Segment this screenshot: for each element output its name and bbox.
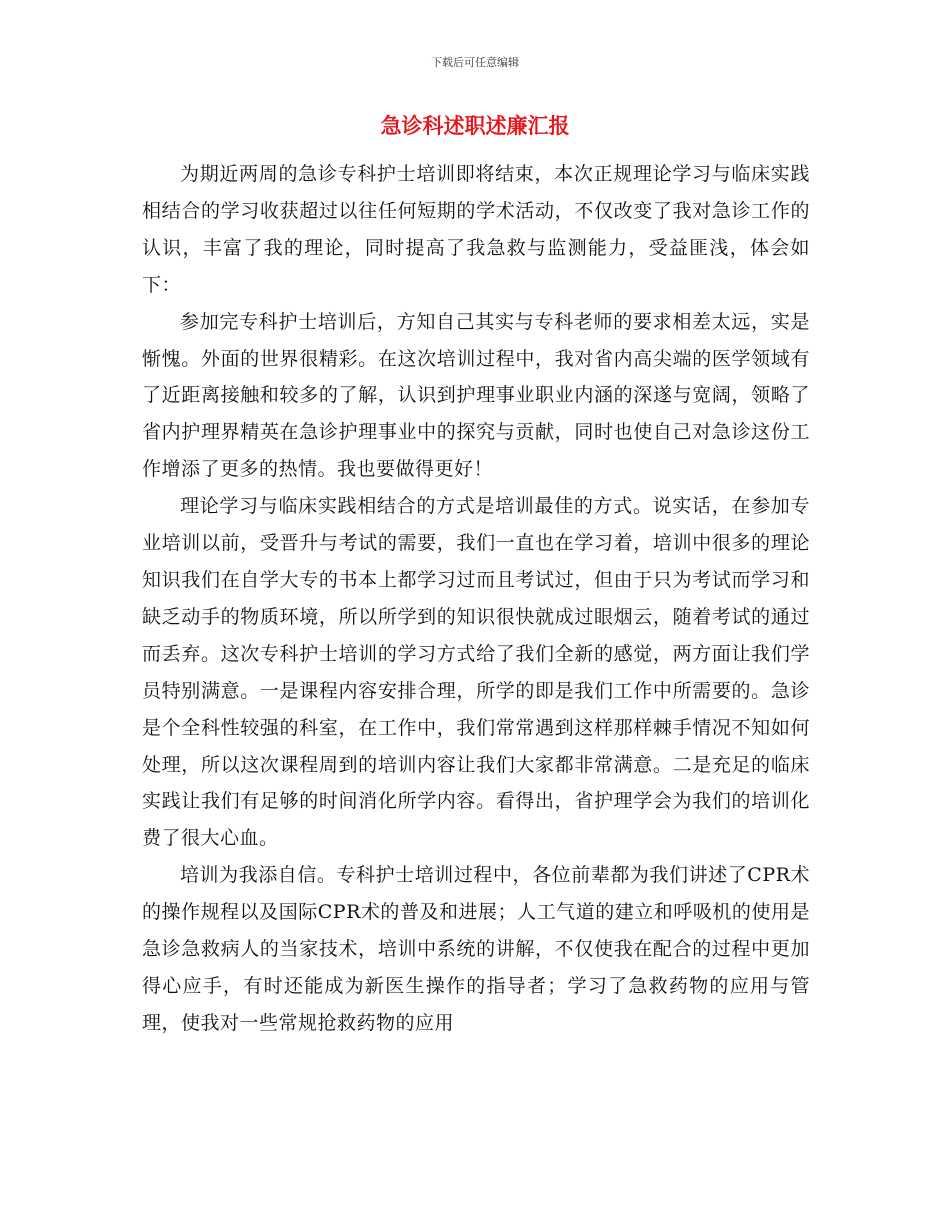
document-body	[142, 156, 810, 1042]
header-note: 下载后可任意编辑	[431, 56, 519, 69]
paragraph-4: 培训为我添自信。专科护士培训过程中，各位前辈都为我们讲述了CPR术的操作规程以及国际CPR术的普及和进展；人工气道的建立和呼吸机的使用是急诊急救病人的当家技术，培训中系统的讲解，不仅使我在配合的过程中更加得心应手，有时还能成为新医生操作的指导者；学习了急救药物的应用与管理，使我对一些常规抢救药物的应用	[142, 864, 810, 1034]
paragraph-1: 为期近两周的急诊专科护士培训即将结束，本次正规理论学习与临床实践相结合的学习收获超过以往任何短期的学术活动，不仅改变了我对急诊工作的认识，丰富了我的理论，同时提高了我急救与监测能力，受益匪浅，体会如下：	[142, 163, 810, 296]
paragraph-3: 理论学习与临床实践相结合的方式是培训最佳的方式。说实话，在参加专业培训以前，受晋升与考试的需要，我们一直也在学习着，培训中很多的理论知识我们在自学大专的书本上都学习过而且考试过，但由于只为考试而学习和缺乏动手的物质环境，所以所学到的知识很快就成过眼烟云，随着考试的通过而丢弃。这次专科护士培训的学习方式给了我们全新的感觉，两方面让我们学员特别满意。一是课程内容安排合理，所学的即是我们工作中所需要的。急诊是个全科性较强的科室，在工作中，我们常常遇到这样那样棘手情况不知如何处理，所以这次课程周到的培训内容让我们大家都非常满意。二是充足的临床实践让我们有足够的时间消化所学内容。看得出，省护理学会为我们的培训化费了很大心血。	[142, 495, 810, 850]
paragraph-2: 参加完专科护士培训后，方知自己其实与专科老师的要求相差太远，实是惭愧。外面的世界很精彩。在这次培训过程中，我对省内高尖端的医学领域有了近距离接触和较多的了解，认识到护理事业职业内涵的深遂与宽阔，领略了省内护理界精英在急诊护理事业中的探究与贡献，同时也使自己对急诊这份工作增添了更多的热情。我也要做得更好！	[142, 310, 810, 481]
document-title: 急诊科述职述廉汇报	[380, 114, 570, 138]
